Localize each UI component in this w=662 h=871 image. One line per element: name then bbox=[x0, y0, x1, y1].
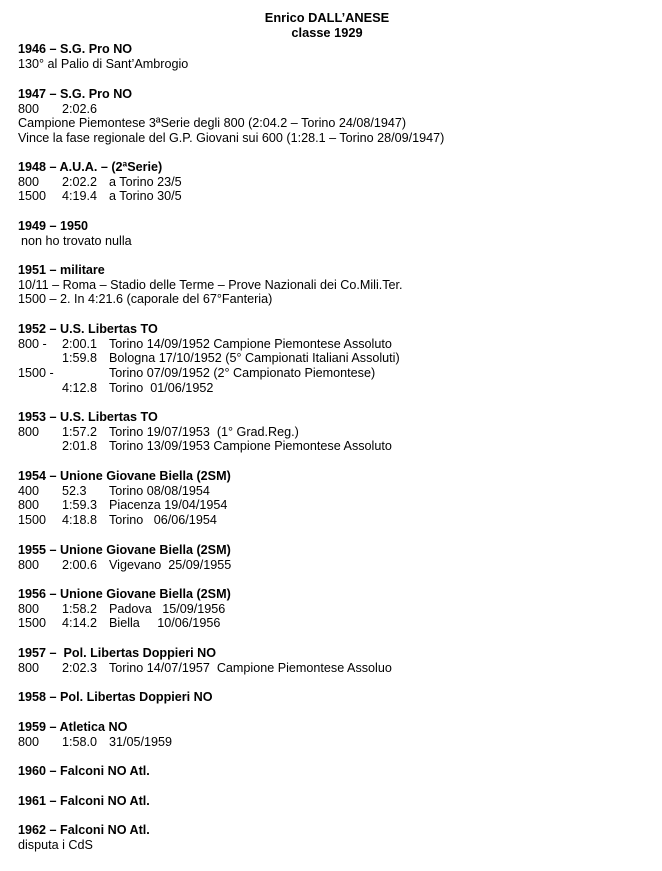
season-section bbox=[18, 543, 648, 572]
result-row bbox=[18, 661, 648, 676]
season-heading: 1948 – A.U.A. – (2ªSerie) bbox=[18, 160, 163, 174]
event-distance: 800 bbox=[18, 660, 40, 675]
event-distance: 1500 bbox=[18, 616, 47, 631]
result-time: 1:59.3 bbox=[62, 498, 98, 513]
result-details: a Torino 30/5 bbox=[109, 189, 182, 204]
season-heading: 1953 – U.S. Libertas TO bbox=[18, 410, 158, 424]
result-time: 2:00.6 bbox=[62, 557, 98, 572]
season-section bbox=[18, 646, 648, 675]
result-note: Vince la fase regionale del G.P. Giovani sui 600 (1:28.1 – Torino 28/09/1947) bbox=[18, 131, 445, 146]
result-details: Torino 14/07/1957 Campione Piemontese Assoluo bbox=[109, 660, 392, 675]
result-row bbox=[18, 102, 648, 117]
result-time: 1:58.0 bbox=[62, 734, 98, 749]
result-row bbox=[18, 175, 648, 190]
result-details: Biella 10/06/1956 bbox=[109, 616, 221, 631]
result-row bbox=[18, 498, 648, 513]
document-title: Enrico DALL’ANESE bbox=[264, 10, 390, 25]
result-details: 31/05/1959 bbox=[109, 734, 173, 749]
result-details: Torino 01/06/1952 bbox=[109, 380, 214, 395]
season-section bbox=[18, 720, 648, 749]
result-row bbox=[18, 189, 648, 204]
season-section bbox=[18, 322, 648, 395]
result-details: Piacenza 19/04/1954 bbox=[109, 498, 228, 513]
season-section bbox=[18, 469, 648, 528]
result-row bbox=[18, 351, 648, 366]
result-time: 1:57.2 bbox=[62, 424, 98, 439]
result-row bbox=[18, 234, 648, 249]
document-subtitle: classe 1929 bbox=[291, 25, 363, 40]
result-details: Torino 13/09/1953 Campione Piemontese Assoluto bbox=[109, 439, 392, 454]
season-heading: 1947 – S.G. Pro NO bbox=[18, 87, 133, 101]
event-distance: 800 bbox=[18, 734, 40, 749]
result-time: 52.3 bbox=[62, 483, 87, 498]
result-row bbox=[18, 513, 648, 528]
result-details: a Torino 23/5 bbox=[109, 174, 182, 189]
season-heading: 1962 – Falconi NO Atl. bbox=[18, 823, 150, 837]
result-row bbox=[18, 57, 648, 72]
result-row bbox=[18, 484, 648, 499]
result-row bbox=[18, 558, 648, 573]
result-row bbox=[18, 439, 648, 454]
event-distance: 800 bbox=[18, 101, 40, 116]
result-details: Torino 19/07/1953 (1° Grad.Reg.) bbox=[109, 424, 299, 439]
result-row bbox=[18, 366, 648, 381]
event-distance: 800 bbox=[18, 174, 40, 189]
season-section bbox=[18, 764, 648, 779]
event-distance: 800 bbox=[18, 498, 40, 513]
season-heading: 1961 – Falconi NO Atl. bbox=[18, 794, 150, 808]
result-time: 4:14.2 bbox=[62, 616, 98, 631]
result-time: 4:12.8 bbox=[62, 380, 98, 395]
season-heading: 1956 – Unione Giovane Biella (2SM) bbox=[18, 587, 231, 601]
season-section bbox=[18, 690, 648, 705]
event-distance: 400 bbox=[18, 483, 40, 498]
result-details: Torino 14/09/1952 Campione Piemontese Assoluto bbox=[109, 336, 392, 351]
result-details: Padova 15/09/1956 bbox=[109, 601, 226, 616]
result-note: 10/11 – Roma – Stadio delle Terme – Prove Nazionali dei Co.Mili.Ter. bbox=[18, 277, 403, 292]
season-heading: 1951 – militare bbox=[18, 263, 105, 277]
season-section bbox=[18, 587, 648, 631]
result-time: 2:02.3 bbox=[62, 660, 98, 675]
result-time: 4:19.4 bbox=[62, 189, 98, 204]
event-distance: 1500 bbox=[18, 513, 47, 528]
season-section bbox=[18, 410, 648, 454]
event-distance: 1500 bbox=[18, 189, 47, 204]
result-time: 2:02.2 bbox=[62, 174, 98, 189]
season-section bbox=[18, 823, 648, 852]
season-section bbox=[18, 794, 648, 809]
result-row bbox=[18, 381, 648, 396]
result-details: Bologna 17/10/1952 (5° Campionati Italiani Assoluti) bbox=[109, 351, 400, 366]
season-heading: 1960 – Falconi NO Atl. bbox=[18, 764, 150, 778]
result-row bbox=[18, 337, 648, 352]
season-heading: 1952 – U.S. Libertas TO bbox=[18, 322, 158, 336]
season-heading: 1949 – 1950 bbox=[18, 219, 89, 233]
result-details: Torino 06/06/1954 bbox=[109, 513, 217, 528]
event-distance: 800 - bbox=[18, 336, 47, 351]
result-note: 1500 – 2. In 4:21.6 (caporale del 67°Fanteria) bbox=[18, 292, 273, 307]
result-row bbox=[18, 838, 648, 853]
result-row bbox=[18, 278, 648, 293]
season-section bbox=[18, 263, 648, 307]
season-section bbox=[18, 42, 648, 71]
result-note: disputa i CdS bbox=[18, 837, 93, 852]
season-heading: 1955 – Unione Giovane Biella (2SM) bbox=[18, 543, 231, 557]
event-distance: 800 bbox=[18, 424, 40, 439]
event-distance: 800 bbox=[18, 601, 40, 616]
event-distance: 800 bbox=[18, 557, 40, 572]
result-row bbox=[18, 735, 648, 750]
result-details: Torino 08/08/1954 bbox=[109, 483, 210, 498]
result-details: Torino 07/09/1952 (2° Campionato Piemontese) bbox=[109, 366, 376, 381]
season-section bbox=[18, 87, 648, 146]
result-row bbox=[18, 116, 648, 131]
event-distance: 1500 - bbox=[18, 366, 54, 381]
result-note: 130° al Palio di Sant’Ambrogio bbox=[18, 56, 189, 71]
result-time: 1:59.8 bbox=[62, 351, 98, 366]
result-time: 2:02.6 bbox=[62, 101, 98, 116]
result-time: 2:00.1 bbox=[62, 336, 98, 351]
result-time: 2:01.8 bbox=[62, 439, 98, 454]
result-row bbox=[18, 292, 648, 307]
result-details: Vigevano 25/09/1955 bbox=[109, 557, 232, 572]
result-time: 4:18.8 bbox=[62, 513, 98, 528]
season-heading: 1957 – Pol. Libertas Doppieri NO bbox=[18, 646, 217, 660]
season-heading: 1946 – S.G. Pro NO bbox=[18, 42, 133, 56]
result-row bbox=[18, 425, 648, 440]
result-row bbox=[18, 602, 648, 617]
result-note: non ho trovato nulla bbox=[21, 233, 132, 248]
season-heading: 1958 – Pol. Libertas Doppieri NO bbox=[18, 690, 213, 704]
result-row bbox=[18, 616, 648, 631]
season-heading: 1954 – Unione Giovane Biella (2SM) bbox=[18, 469, 231, 483]
season-heading: 1959 – Atletica NO bbox=[18, 720, 128, 734]
result-note: Campione Piemontese 3ªSerie degli 800 (2:04.2 – Torino 24/08/1947) bbox=[18, 116, 407, 131]
result-row bbox=[18, 131, 648, 146]
season-section bbox=[18, 219, 648, 248]
result-time: 1:58.2 bbox=[62, 601, 98, 616]
season-section bbox=[18, 160, 648, 204]
